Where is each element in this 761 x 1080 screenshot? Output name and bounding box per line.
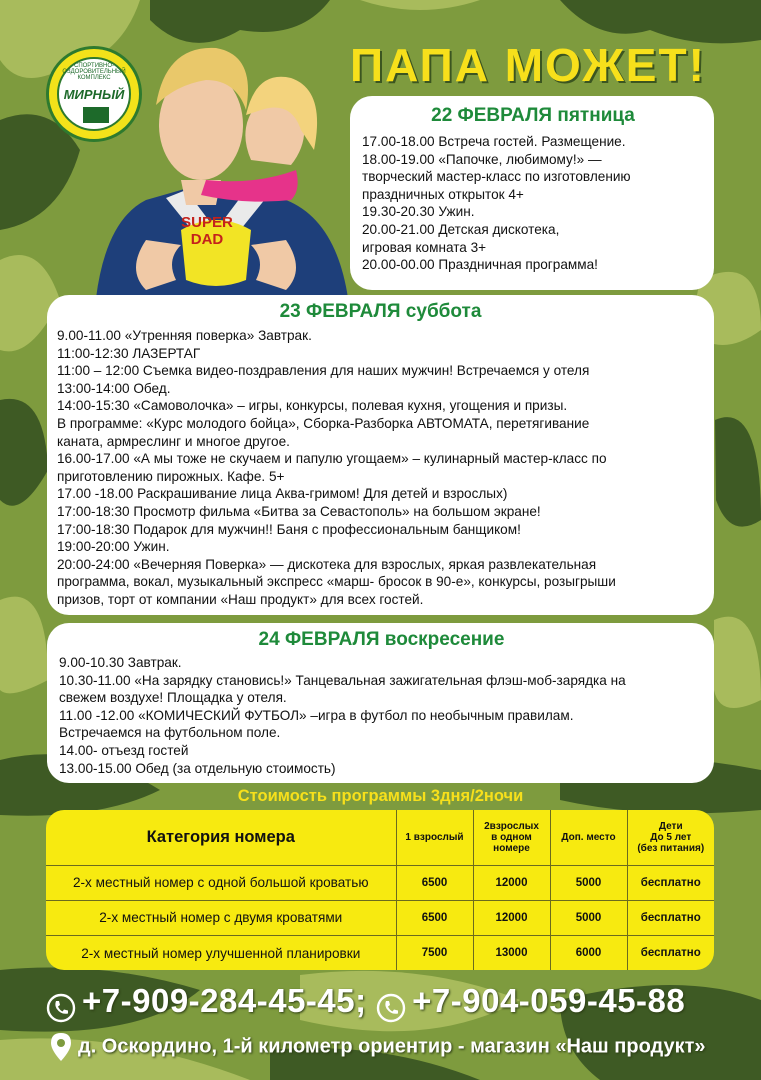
price-extra-bed: 6000 bbox=[550, 936, 627, 970]
schedule-line: 11:00-12:30 ЛАЗЕРТАГ bbox=[57, 345, 201, 361]
phones-row bbox=[46, 982, 685, 1023]
poster-title: ПАПА МОЖЕТ! bbox=[350, 39, 706, 91]
room-category: 2-х местный номер с двумя кроватями bbox=[46, 900, 396, 935]
schedule-line: 16.00-17.00 «А мы тоже не скучаем и папулю угощаем» – кулинарный мастер-класс по bbox=[57, 451, 607, 467]
schedule-line: 11.00 -12.00 «КОМИЧЕСКИЙ ФУТБОЛ» –игра в футбол по необычным правилам. bbox=[59, 707, 574, 723]
header-two-adults-line: в одном bbox=[491, 831, 532, 843]
day-card-feb23 bbox=[47, 295, 714, 615]
phone-number-2[interactable]: +7-904-059-45-88 bbox=[412, 982, 686, 1019]
schedule-line: 19.30-20.30 Ужин. bbox=[362, 204, 475, 220]
schedule-line: свежем воздухе! Площадка у отеля. bbox=[59, 690, 287, 706]
header-one-adult: 1 взрослый bbox=[396, 810, 473, 865]
price-children: бесплатно bbox=[627, 865, 714, 900]
table-row bbox=[46, 936, 714, 970]
schedule-line: 17.00-18.00 Встреча гостей. Размещение. bbox=[362, 134, 626, 149]
phone-icon bbox=[46, 993, 76, 1023]
schedule-line: 13.00-15.00 Обед (за отдельную стоимость) bbox=[59, 760, 336, 776]
shirt-text-super: SUPER bbox=[181, 214, 233, 231]
table-header-row bbox=[46, 810, 714, 865]
super-dad-illustration bbox=[86, 30, 356, 298]
schedule-line: 17.00 -18.00 Раскрашивание лица Аква-гримом! Для детей и взрослых) bbox=[57, 486, 508, 502]
room-category: 2-х местный номер с одной большой кроватью bbox=[46, 865, 396, 900]
header-extra-bed: Доп. место bbox=[550, 810, 627, 865]
price-extra-bed: 5000 bbox=[550, 865, 627, 900]
price-one-adult: 7500 bbox=[396, 936, 473, 970]
header-two-adults-line: номере bbox=[493, 842, 530, 854]
schedule-line: Встречаемся на футбольном поле. bbox=[59, 725, 281, 741]
schedule-line: творческий мастер-класс по изготовлению bbox=[362, 169, 631, 185]
header-category: Категория номера bbox=[46, 810, 396, 865]
schedule-line: каната, армреслинг и многое другое. bbox=[57, 433, 290, 449]
address-text: д. Оскордино, 1-й километр ориентир - магазин «Наш продукт» bbox=[78, 1035, 706, 1058]
schedule-line: 17:00-18:30 Подарок для мужчин!! Баня с профессиональным банщиком! bbox=[57, 521, 521, 537]
schedule-line: 13:00-14:00 Обед. bbox=[57, 380, 171, 396]
header-children-line: Дети bbox=[658, 820, 683, 832]
price-children: бесплатно bbox=[627, 936, 714, 970]
schedule-line: праздничных открыток 4+ bbox=[362, 186, 524, 202]
schedule-line: 11:00 – 12:00 Съемка видео-поздравления для наших мужчин! Встречаемся у отеля bbox=[57, 363, 590, 379]
schedule-line: приготовлению пирожных. Кафе. 5+ bbox=[57, 468, 285, 484]
schedule-line: 9.00-10.30 Завтрак. bbox=[59, 655, 182, 670]
schedule-line: программа, вокал, музыкальный экспресс «марш- бросок в 90-е», конкурсы, розыгрыши bbox=[57, 574, 616, 590]
day-card-feb24 bbox=[47, 623, 714, 783]
room-category: 2-х местный номер улучшенной планировки bbox=[46, 936, 396, 970]
phone-separator: ; bbox=[355, 982, 367, 1019]
schedule-line: 20.00-00.00 Праздничная программа! bbox=[362, 257, 598, 273]
header-two-adults-line: 2взрослых bbox=[484, 820, 539, 832]
schedule-lines bbox=[57, 327, 704, 609]
price-two-adults: 12000 bbox=[473, 865, 550, 900]
day-card-feb22 bbox=[350, 96, 714, 290]
schedule-line: 19:00-20:00 Ужин. bbox=[57, 539, 170, 555]
day-heading: 23 ФЕВРАЛЯ суббота bbox=[279, 301, 482, 322]
schedule-line: 9.00-11.00 «Утренняя поверка» Завтрак. bbox=[57, 328, 312, 343]
phone-number-1[interactable]: +7-909-284-45-45 bbox=[82, 982, 356, 1019]
price-extra-bed: 5000 bbox=[550, 900, 627, 935]
header-children bbox=[627, 810, 714, 865]
pricing-table bbox=[46, 810, 714, 970]
table-row bbox=[46, 865, 714, 900]
schedule-line: 17:00-18:30 Просмотр фильма «Битва за Севастополь» на большом экране! bbox=[57, 503, 541, 519]
day-heading: 22 ФЕВРАЛЯ пятница bbox=[431, 105, 635, 126]
schedule-line: 14:00-15:30 «Самоволочка» – игры, конкурсы, полевая кухня, угощения и призы. bbox=[57, 398, 568, 414]
phone-icon bbox=[376, 993, 406, 1023]
schedule-line: призов, торт от компании «Наш продукт» для всех гостей. bbox=[57, 591, 424, 607]
location-pin-icon bbox=[50, 1032, 72, 1062]
logo-arc-text: СПОРТИВНО-ОЗДОРОВИТЕЛЬНЫЙ КОМПЛЕКС bbox=[62, 63, 126, 81]
shirt-text-dad: DAD bbox=[190, 231, 224, 248]
schedule-line: 20.00-21.00 Детская дискотека, bbox=[362, 221, 560, 237]
address-row bbox=[50, 1032, 706, 1062]
header-children-line: (без питания) bbox=[637, 842, 705, 854]
schedule-line: 20:00-24:00 «Вечерняя Поверка» — дискотека для взрослых, яркая развлекательная bbox=[57, 556, 597, 572]
price-one-adult: 6500 bbox=[396, 900, 473, 935]
table-row bbox=[46, 900, 714, 935]
price-one-adult: 6500 bbox=[396, 865, 473, 900]
pricing-title: Стоимость программы 3дня/2ночи bbox=[237, 787, 524, 805]
schedule-line: игровая комната 3+ bbox=[362, 239, 487, 255]
schedule-line: 14.00- отъезд гостей bbox=[59, 742, 189, 758]
schedule-lines bbox=[59, 654, 704, 777]
day-heading: 24 ФЕВРАЛЯ воскресение bbox=[258, 629, 505, 650]
logo-name: МИРНЫЙ bbox=[63, 87, 125, 102]
price-two-adults: 12000 bbox=[473, 900, 550, 935]
super-dad-shirt bbox=[172, 214, 242, 248]
header-two-adults bbox=[473, 810, 550, 865]
schedule-line: В программе: «Курс молодого бойца», Сборка-Разборка АВТОМАТА, перетягивание bbox=[57, 415, 590, 431]
price-two-adults: 13000 bbox=[473, 936, 550, 970]
schedule-lines bbox=[362, 133, 704, 274]
schedule-line: 18.00-19.00 «Папочке, любимому!» — bbox=[362, 151, 602, 167]
price-children: бесплатно bbox=[627, 900, 714, 935]
schedule-line: 10.30-11.00 «На зарядку становись!» Танцевальная зажигательная флэш-моб-зарядка на bbox=[59, 672, 626, 688]
header-children-line: До 5 лет bbox=[650, 831, 692, 843]
